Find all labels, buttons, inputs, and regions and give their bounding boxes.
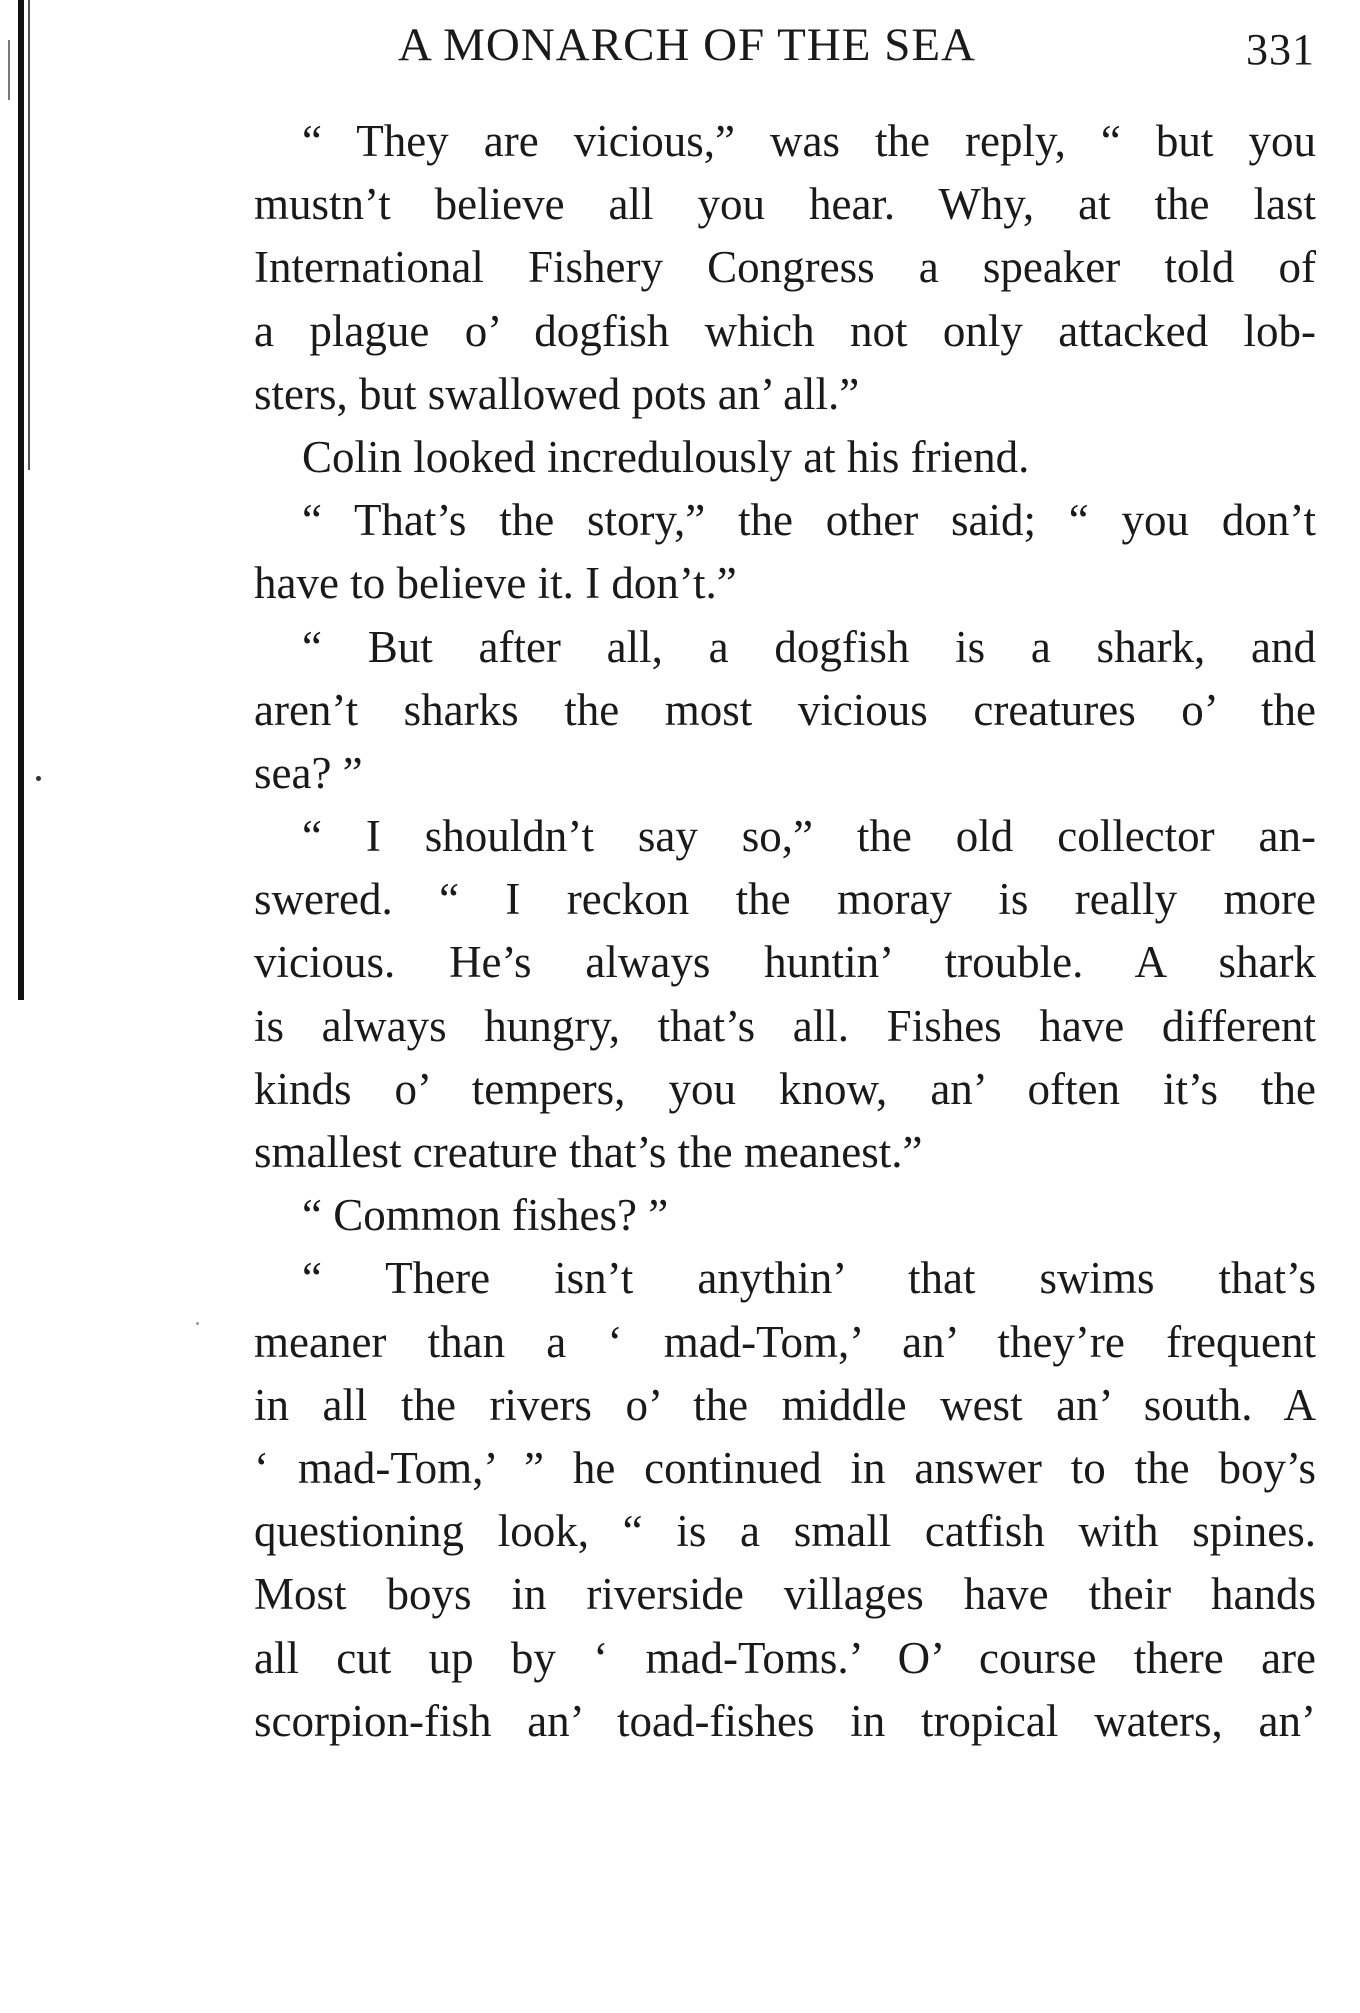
page-number: 331 bbox=[1246, 25, 1315, 74]
ink-speck bbox=[36, 776, 41, 781]
text-line: Colin looked incredulously at his friend. bbox=[302, 431, 1030, 482]
text-line: meaner than a ‘ mad-Tom,’ an’ they’re frequent bbox=[254, 1316, 1316, 1367]
text-line: International Fishery Congress a speaker told of bbox=[254, 242, 1316, 293]
text-line: “ I shouldn’t say so,” the old collector an- bbox=[302, 811, 1316, 862]
text-line: ‘ mad-Tom,’ ” he continued in answer to the boy’s bbox=[254, 1442, 1316, 1493]
page-header bbox=[250, 18, 1315, 78]
text-line: “ There isn’t anythin’ that swims that’s bbox=[302, 1253, 1316, 1304]
text-line: questioning look, “ is a small catfish with spines. bbox=[254, 1506, 1316, 1557]
text-line: is always hungry, that’s all. Fishes have different bbox=[254, 1000, 1316, 1051]
text-line: kinds o’ tempers, you know, an’ often it’s the bbox=[254, 1063, 1316, 1114]
text-line: swered. “ I reckon the moray is really more bbox=[254, 874, 1316, 925]
text-line: a plague o’ dogfish which not only attacked lob- bbox=[254, 305, 1316, 356]
text-line: “ Common fishes? ” bbox=[302, 1190, 669, 1241]
text-line: mustn’t believe all you hear. Why, at the last bbox=[254, 179, 1316, 230]
text-line: scorpion-fish an’ toad-fishes in tropical waters, an’ bbox=[254, 1695, 1316, 1746]
text-line: aren’t sharks the most vicious creatures o’ the bbox=[254, 684, 1316, 735]
text-line: smallest creature that’s the meanest.” bbox=[254, 1127, 923, 1177]
text-line: in all the rivers o’ the middle west an’ south. A bbox=[254, 1379, 1316, 1430]
text-line: Most boys in riverside villages have their hands bbox=[254, 1569, 1316, 1620]
running-title: A MONARCH OF THE SEA bbox=[398, 19, 976, 71]
body-text bbox=[254, 110, 1316, 1753]
text-line: “ They are vicious,” was the reply, “ but you bbox=[302, 116, 1316, 166]
binding-edge-rule-thin bbox=[28, 0, 30, 470]
binding-edge-mark bbox=[8, 40, 10, 100]
text-line: sters, but swallowed pots an’ all.” bbox=[254, 368, 860, 419]
text-line: “ That’s the story,” the other said; “ you don’t bbox=[302, 495, 1316, 546]
text-line: all cut up by ‘ mad-Toms.’ O’ course there are bbox=[254, 1632, 1316, 1683]
binding-edge-rule bbox=[18, 0, 24, 1000]
ink-speck bbox=[196, 1322, 199, 1325]
text-line: have to believe it. I don’t.” bbox=[254, 558, 737, 609]
text-line: “ But after all, a dogfish is a shark, and bbox=[302, 621, 1316, 672]
text-line: sea? ” bbox=[254, 747, 363, 798]
text-line: vicious. He’s always huntin’ trouble. A shark bbox=[254, 937, 1316, 988]
